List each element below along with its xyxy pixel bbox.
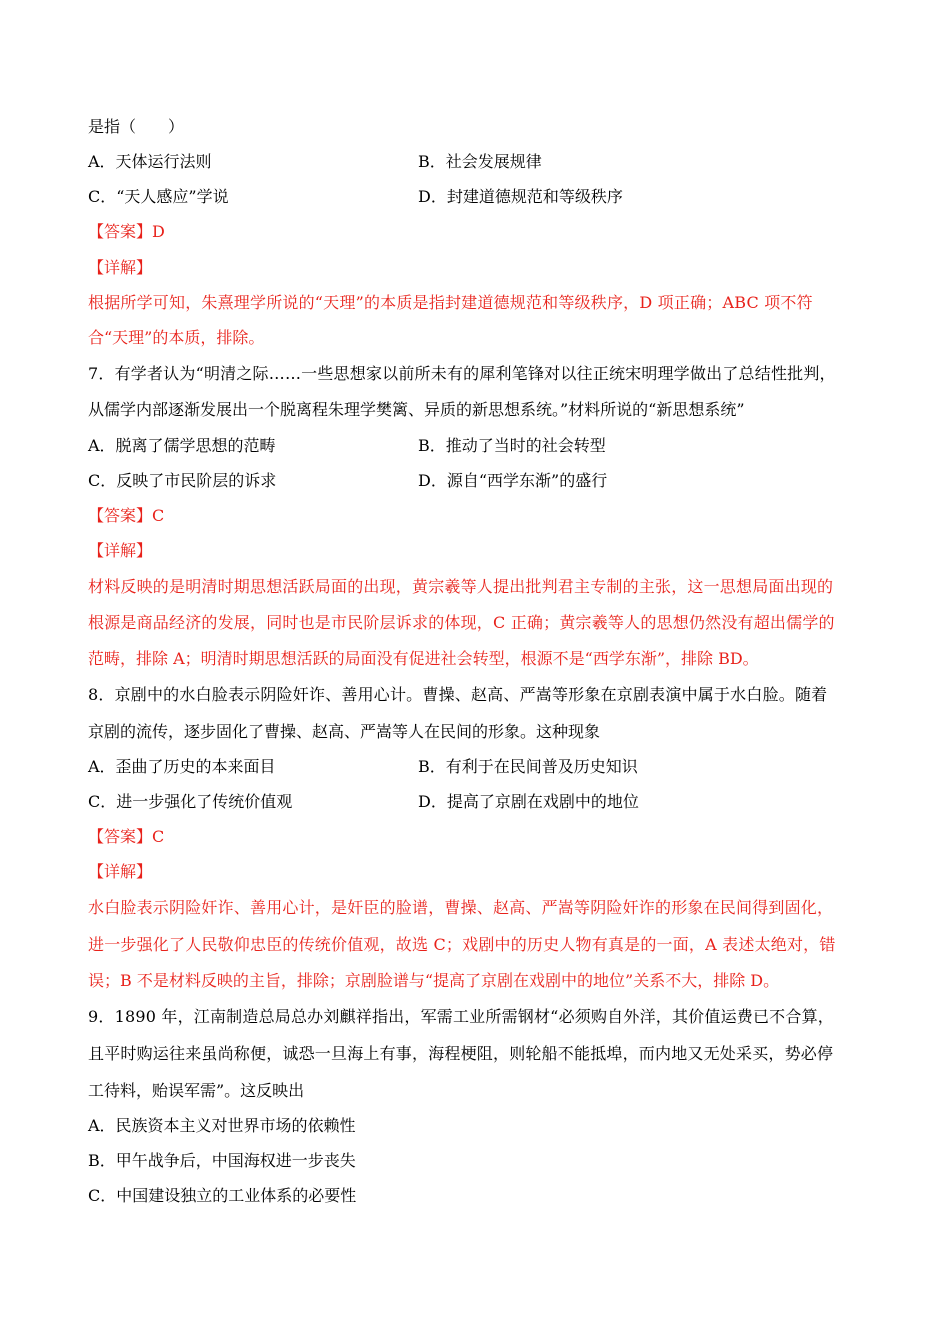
q7-option-a: A．脱离了儒学思想的范畴 [88,436,276,455]
q9-option-c: C．中国建设独立的工业体系的必要性 [88,1186,357,1205]
q7-option-d: D．源自“西学东渐”的盛行 [418,471,608,490]
q7-detail-label: 【详解】 [88,541,153,560]
q9-option-b: B．甲午战争后，中国海权进一步丧失 [88,1151,356,1170]
q9-option-a: A．民族资本主义对世界市场的依赖性 [88,1116,356,1135]
q6-stem-tail: 是指（ ） [88,117,185,136]
q8-option-c: C．进一步强化了传统价值观 [88,792,293,811]
q7-explanation-line-3: 范畴，排除 A；明清时期思想活跃的局面没有促进社会转型，根源不是“西学东渐”，排除 BD。 [88,649,759,668]
q8-answer: 【答案】C [88,827,165,846]
q6-option-a: A．天体运行法则 [88,152,212,171]
q8-explanation-line-2: 进一步强化了人民敬仰忠臣的传统价值观，故选 C；戏剧中的历史人物有真是的一面，A 表述太绝对，错 [88,935,836,954]
q9-stem-line-1: 9．1890 年，江南制造总局总办刘麒祥指出，军需工业所需钢材“必须购自外洋，其价值运费已不合算， [88,1007,834,1026]
q8-option-d: D．提高了京剧在戏剧中的地位 [418,792,639,811]
q8-stem-line-1: 8．京剧中的水白脸表示阴险奸诈、善用心计。曹操、赵高、严嵩等形象在京剧表演中属于水白脸。随着 [88,685,828,704]
q7-answer: 【答案】C [88,506,165,525]
q7-explanation-line-2: 根源是商品经济的发展，同时也是市民阶层诉求的体现，C 正确；黄宗羲等人的思想仍然没有超出儒学的 [88,613,835,632]
q6-detail-label: 【详解】 [88,258,153,277]
q6-answer: 【答案】D [88,222,165,241]
q8-explanation-line-3: 误；B 不是材料反映的主旨，排除；京剧脸谱与“提高了京剧在戏剧中的地位”关系不大，排除 D。 [88,971,780,990]
q6-explanation-line-2: 合“天理”的本质，排除。 [88,328,265,347]
q9-stem-line-3: 工待料，贻误军需”。这反映出 [88,1081,305,1100]
q8-option-b: B．有利于在民间普及历史知识 [418,757,638,776]
q7-stem-line-2: 从儒学内部逐渐发展出一个脱离程朱理学樊篱、异质的新思想系统。”材料所说的“新思想系统” [88,400,745,419]
q8-option-a: A．歪曲了历史的本来面目 [88,757,276,776]
q6-option-c: C．“天人感应”学说 [88,187,229,206]
q8-explanation-line-1: 水白脸表示阴险奸诈、善用心计，是奸臣的脸谱，曹操、赵高、严嵩等阴险奸诈的形象在民间得到固化， [88,898,834,917]
q7-option-b: B．推动了当时的社会转型 [418,436,606,455]
q7-stem-line-1: 7．有学者认为“明清之际……一些思想家以前所未有的犀利笔锋对以往正统宋明理学做出了总结性批判， [88,364,836,383]
q6-option-b: B．社会发展规律 [418,152,542,171]
q7-option-c: C．反映了市民阶层的诉求 [88,471,277,490]
q7-explanation-line-1: 材料反映的是明清时期思想活跃局面的出现，黄宗羲等人提出批判君主专制的主张，这一思想局面出现的 [88,577,834,596]
q9-stem-line-2: 且平时购运往来虽尚称便，诚恐一旦海上有事，海程梗阻，则轮船不能抵埠，而内地又无处采买，势必停 [88,1044,834,1063]
q8-detail-label: 【详解】 [88,862,153,881]
q6-option-d: D．封建道德规范和等级秩序 [418,187,623,206]
q6-explanation-line-1: 根据所学可知，朱熹理学所说的“天理”的本质是指封建道德规范和等级秩序，D 项正确；ABC 项不符 [88,293,813,312]
q8-stem-line-2: 京剧的流传，逐步固化了曹操、赵高、严嵩等人在民间的形象。这种现象 [88,722,601,741]
